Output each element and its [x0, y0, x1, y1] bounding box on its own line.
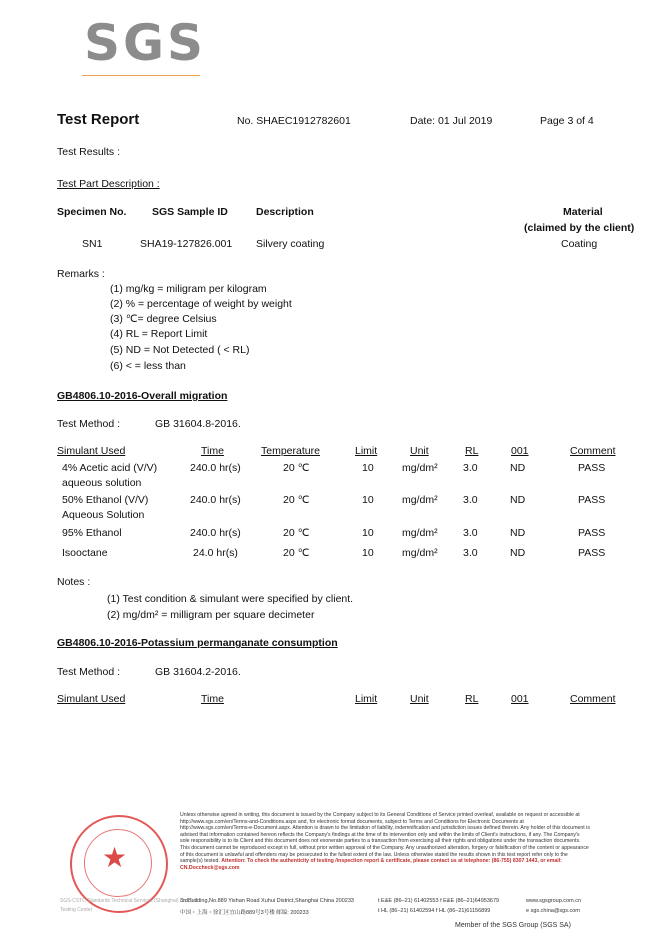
star-icon: ★: [102, 842, 128, 873]
report-title: Test Report: [57, 111, 140, 128]
col-specimen-no: Specimen No.: [57, 206, 127, 218]
remark-item: (5) ND = Not Detected ( < RL): [110, 344, 250, 356]
s1-row1-time: 240.0 hr(s): [190, 462, 241, 474]
notes-label: Notes :: [57, 576, 91, 588]
page-number: Page 3 of 4: [540, 115, 594, 127]
section1-method: GB 31604.8-2016.: [155, 418, 241, 430]
s1-row1-simulant: 4% Acetic acid (V/V): [62, 462, 158, 474]
s1-row1-simulant2: aqueous solution: [62, 477, 142, 489]
s1-row2-limit: 10: [362, 494, 374, 506]
s2-col-001: 001: [511, 693, 529, 705]
s1-col-limit: Limit: [355, 445, 378, 457]
s1-col-simulant: Simulant Used: [57, 445, 126, 457]
s1-col-temperature: Temperature: [261, 445, 320, 457]
s2-col-time: Time: [201, 693, 224, 705]
s1-row4-rl: 3.0: [463, 547, 478, 559]
s1-row2-rl: 3.0: [463, 494, 478, 506]
s1-row3-comment: PASS: [578, 527, 606, 539]
s1-row4-time: 24.0 hr(s): [193, 547, 238, 559]
s1-col-comment: Comment: [570, 445, 616, 457]
section2-method: GB 31604.2-2016.: [155, 666, 241, 678]
part-description-heading: Test Part Description :: [57, 178, 160, 190]
s1-row2-comment: PASS: [578, 494, 606, 506]
s2-col-comment: Comment: [570, 693, 616, 705]
logo-underline: [82, 75, 200, 76]
s1-row3-temp: 20 ℃: [283, 527, 310, 539]
remark-item: (1) mg/kg = miligram per kilogram: [110, 283, 267, 295]
attention-text: Attention: To check the authenticity of testing /inspection report & certificate, please contact us at telephone: (86-755) 8307 1443, or email: CN.Doccheck@sgs.com: [180, 858, 562, 871]
s1-col-unit: Unit: [410, 445, 429, 457]
s1-row2-simulant2: Aqueous Solution: [62, 509, 145, 521]
remarks-label: Remarks :: [57, 268, 105, 280]
s1-row3-limit: 10: [362, 527, 374, 539]
s1-row4-simulant: Isooctane: [62, 547, 108, 559]
s2-col-simulant: Simulant Used: [57, 693, 126, 705]
s1-col-rl: RL: [465, 445, 479, 457]
member-line: Member of the SGS Group (SGS SA): [455, 922, 571, 929]
specimen-value: SN1: [82, 238, 103, 250]
s2-col-unit: Unit: [410, 693, 429, 705]
s1-row2-result: ND: [510, 494, 526, 506]
legal-disclaimer: [180, 812, 590, 871]
s1-col-time: Time: [201, 445, 224, 457]
remark-item: (2) % = percentage of weight by weight: [110, 298, 292, 310]
s1-row2-unit: mg/dm²: [402, 494, 438, 506]
s1-row1-unit: mg/dm²: [402, 462, 438, 474]
s1-col-001: 001: [511, 445, 529, 457]
s1-row2-simulant: 50% Ethanol (V/V): [62, 494, 149, 506]
s1-row3-result: ND: [510, 527, 526, 539]
sample-id-value: SHA19-127826.001: [140, 238, 233, 250]
col-description: Description: [256, 206, 314, 218]
report-date: Date: 01 Jul 2019: [410, 115, 493, 127]
sgs-logo: SGS: [84, 14, 207, 72]
note-item: (2) mg/dm² = milligram per square decimeter: [107, 609, 315, 621]
stamp-company-line2: Testing Center: [60, 907, 93, 913]
s1-row4-result: ND: [510, 547, 526, 559]
remark-item: (4) RL = Report Limit: [110, 328, 208, 340]
address-cn: 中国・上海・徐汇区宜山路889号3号楼 邮编: 200233: [180, 910, 309, 916]
s2-col-rl: RL: [465, 693, 479, 705]
s1-row4-limit: 10: [362, 547, 374, 559]
s1-row1-limit: 10: [362, 462, 374, 474]
s1-row4-unit: mg/dm²: [402, 547, 438, 559]
material-value: Coating: [561, 238, 598, 250]
section1-title: GB4806.10-2016-Overall migration: [57, 390, 228, 402]
s1-row1-rl: 3.0: [463, 462, 478, 474]
telephone-hl: t HL (86–21) 61402594 f HL (86–21)61156899: [378, 908, 491, 914]
website: www.sgsgroup.com.cn: [526, 898, 582, 904]
s1-row1-temp: 20 ℃: [283, 462, 310, 474]
col-material: Material: [563, 206, 603, 218]
section2-method-label: Test Method :: [57, 666, 121, 678]
telephone-ee: t E&E (86–21) 61402553 f E&E (86–21)64953679: [378, 898, 500, 904]
report-number: No. SHAEC1912782601: [237, 115, 351, 127]
address-en: 3rdBuilding,No.889 Yishan Road Xuhui District,Shanghai China 200233: [180, 898, 354, 904]
test-results-label: Test Results :: [57, 146, 121, 158]
col-material-note: (claimed by the client): [524, 222, 635, 234]
remark-item: (3) ℃= degree Celsius: [110, 313, 217, 325]
s1-row1-result: ND: [510, 462, 526, 474]
s1-row2-temp: 20 ℃: [283, 494, 310, 506]
s1-row3-unit: mg/dm²: [402, 527, 438, 539]
section2-title: GB4806.10-2016-Potassium permanganate consumption: [57, 637, 338, 649]
note-item: (1) Test condition & simulant were specified by client.: [107, 593, 354, 605]
disclaimer-text: Unless otherwise agreed in writing, this document is issued by the Company subject to its General Conditions of Service printed overleaf, available on request or accessible at http://www.sgs.com/en/Terms-and-Conditions.aspx and, for electronic format documents, subject to Terms and Conditions for Electronic Documents at http://www.sgs.com/en/Terms-e-Document.aspx. Attention is drawn to the limitation of liability, indemnification and jurisdiction issues defined therein. Any holder of this document is advised that information contained hereon reflects the Company's findings at the time of its intervention only and within the limits of Client's instructions, if any. The Company's sole responsibility is to its Client and this document does not exonerate parties to a transaction from exercising all their rights and obligations under the transaction documents. This document cannot be reproduced except in full, without prior written approval of the Company. Any unauthorized alteration, forgery or falsification of the content or appearance of this document is unlawful and offenders may be prosecuted to the fullest extent of the law. Unless otherwise stated the results shown in this test report refer only to the sample(s) tested.: [180, 812, 590, 865]
s1-row1-comment: PASS: [578, 462, 606, 474]
stamp-company-line: SGS-CSTC Standards Technical Services (Shanghai) Co., Ltd.: [60, 898, 199, 904]
email: e sgs.china@sgs.com: [526, 908, 580, 914]
description-value: Silvery coating: [256, 238, 325, 250]
s1-row3-time: 240.0 hr(s): [190, 527, 241, 539]
s1-row4-comment: PASS: [578, 547, 606, 559]
section1-method-label: Test Method :: [57, 418, 121, 430]
s1-row4-temp: 20 ℃: [283, 547, 310, 559]
s1-row3-rl: 3.0: [463, 527, 478, 539]
s2-col-limit: Limit: [355, 693, 378, 705]
remark-item: (6) < = less than: [110, 360, 186, 372]
s1-row3-simulant: 95% Ethanol: [62, 527, 122, 539]
s1-row2-time: 240.0 hr(s): [190, 494, 241, 506]
col-sample-id: SGS Sample ID: [152, 206, 228, 218]
